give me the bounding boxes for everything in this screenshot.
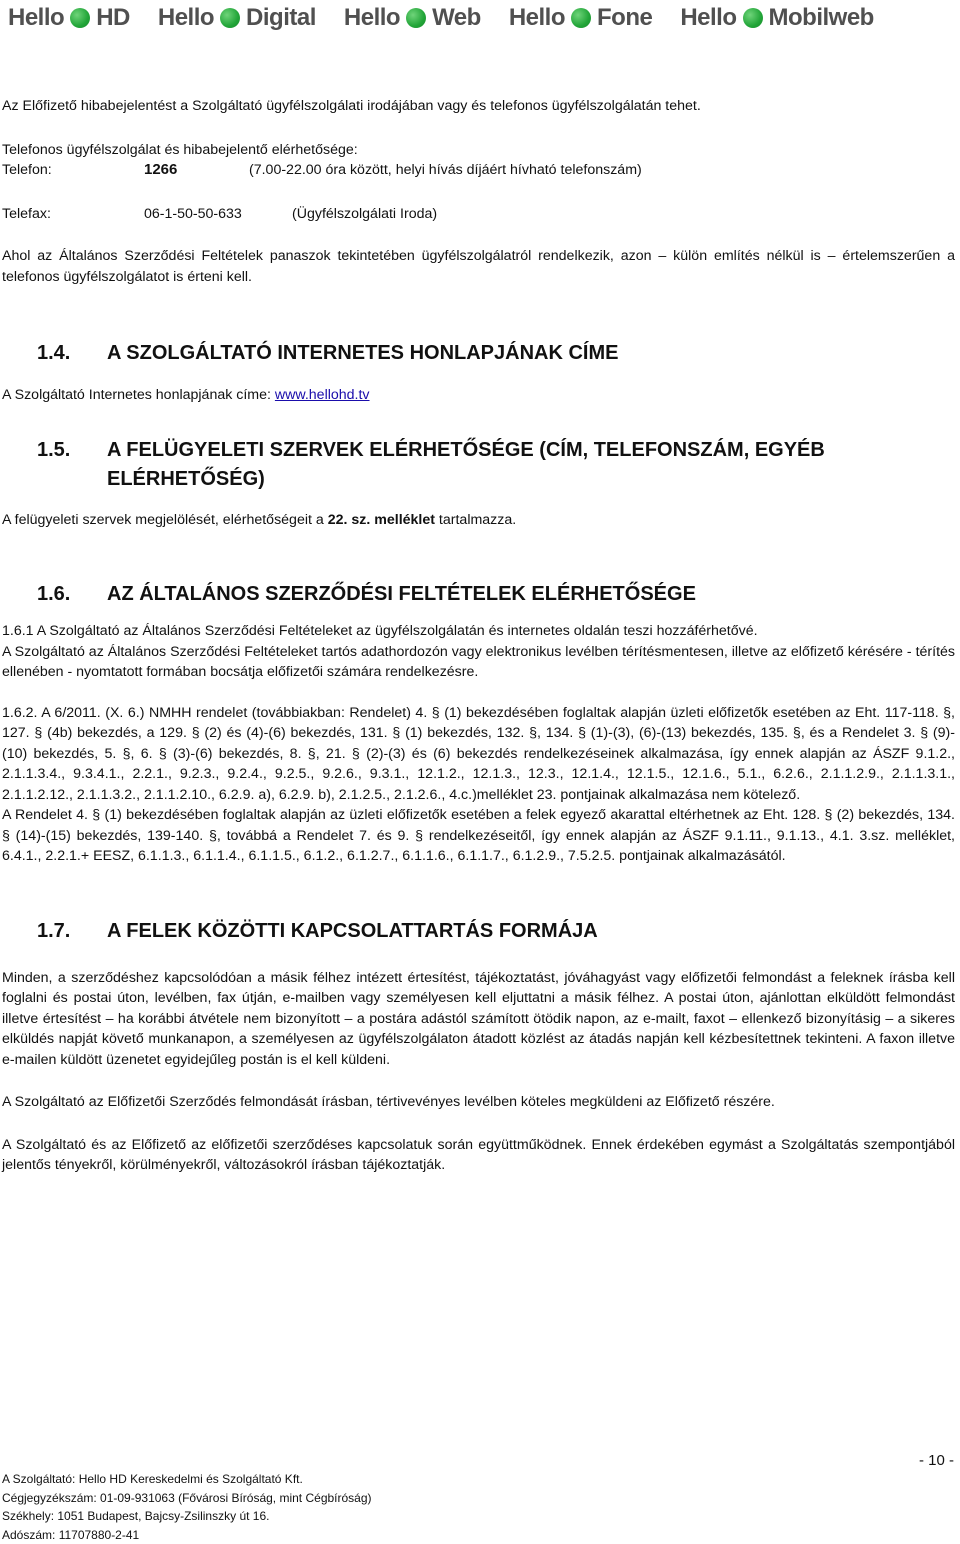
brand-suffix: Mobilweb <box>768 4 874 31</box>
section-heading-1-6 <box>37 580 955 609</box>
brand-name: Hello <box>8 4 65 31</box>
phone-row <box>2 160 955 181</box>
brand-name: Hello <box>680 4 737 31</box>
brand-logo-helloweb <box>344 4 481 32</box>
section-title: A SZOLGÁLTATÓ INTERNETES HONLAPJÁNAK CÍME <box>107 342 619 364</box>
footer <box>2 1470 955 1544</box>
section-title: A FELEK KÖZÖTTI KAPCSOLATTARTÁS FORMÁJA <box>107 919 598 942</box>
section-title: A FELÜGYELETI SZERVEK ELÉRHETŐSÉGE (CÍM, TELEFONSZÁM, EGYÉB ELÉRHETŐSÉG) <box>107 438 825 490</box>
supervisory-paragraph <box>2 510 955 531</box>
aszf-paragraph-3: 1.6.2. A 6/2011. (X. 6.) NMHH rendelet (továbbiakban: Rendelet) 4. § (1) bekezdésében foglaltak alapján üzleti előfizetők esetében az Eht. 117-118. §, 127. § (4b) bekezdés, a 129. § (2) és (4)-(6) bekezdés, 131. § (1) bekezdés, 132. §, 134. § (1)-(3), (6)-(13) bekezdés, 135. §, és a Rendelet 3. § (9)-(10) bekezdés, 5. §, 6. § (3)-(6) bekezdés, 8. §, 21. § (2)-(3) és (6) bekezdés rendelkezéseinek alkalmazása, így ennek alapján az ÁSZF 9.1.2., 2.1.1.3.4., 9.3.4.1., 2.2.1., 9.2.3., 9.2.4., 9.2.5., 9.2.6., 9.3.1., 12.1.2., 12.1.3., 12.3., 12.1.4., 12.1.5., 12.1.6., 5.1., 6.2.6., 2.1.1.2.9., 2.1.1.3.1., 2.1.1.2.12., 2.1.1.3.2., 2.1.1.2.10., 6.2.9. a), 6.2.9. b), 2.1.2.5., 2.1.2.6., 4.c.)melléklet 23. pontjainak alkalmazása nem kötelező. <box>2 704 955 803</box>
footer-company: A Szolgáltató: Hello HD Kereskedelmi és Szolgáltató Kft. <box>2 1472 303 1486</box>
fax-row <box>2 204 955 225</box>
footer-registration: Cégjegyzékszám: 01-09-931063 (Fővárosi Bíróság, mint Cégbíróság) <box>2 1490 372 1505</box>
brand-logo-hellofone <box>509 4 653 32</box>
brand-name: Hello <box>508 4 565 31</box>
brand-bar <box>0 0 960 36</box>
section-number: 1.4. <box>37 342 71 364</box>
page-number: - 10 - <box>918 1452 954 1469</box>
website-paragraph <box>2 385 955 406</box>
complaint-paragraph: Ahol az Általános Szerződési Feltételek panaszok tekintetében ügyfélszolgálatról rendelkezik, azon – külön említés nélkül is – értelemszerűen a telefonos ügyfélszolgálatot is érteni kell. <box>2 248 955 285</box>
intro-paragraph: Az Előfizető hibabejelentést a Szolgáltató ügyfélszolgálati irodájában vagy és telefonos ügyfélszolgálatán tehet. <box>2 98 701 114</box>
section-heading-1-5 <box>37 436 955 494</box>
green-dot-icon <box>743 8 763 28</box>
phone-number: 1266 <box>144 161 178 178</box>
footer-address: Székhely: 1051 Budapest, Bajcsy-Zsilinszky út 16. <box>2 1509 270 1523</box>
fax-note: (Ügyfélszolgálati Iroda) <box>292 205 438 222</box>
section-heading-1-7 <box>37 917 955 946</box>
brand-name: Hello <box>157 4 215 31</box>
brand-logo-hellomobilweb <box>680 4 874 32</box>
fax-label: Telefax: <box>2 205 51 222</box>
brand-suffix: HD <box>96 4 130 31</box>
brand-suffix: Web <box>432 4 481 31</box>
phone-note: (7.00-22.00 óra között, helyi hívás díjáért hívható telefonszám) <box>249 162 642 178</box>
website-link[interactable]: www.hellohd.tv <box>274 387 370 403</box>
fax-number: 06-1-50-50-633 <box>144 205 242 222</box>
section-number: 1.7. <box>37 919 71 942</box>
green-dot-icon <box>406 8 426 28</box>
green-dot-icon <box>220 8 240 28</box>
section-number: 1.6. <box>37 583 71 605</box>
section-heading-1-4 <box>37 339 955 368</box>
phone-heading: Telefonos ügyfélszolgálat és hibabejelentő elérhetősége: <box>2 141 358 158</box>
footer-taxnumber: Adószám: 11707880-2-41 <box>2 1527 140 1542</box>
aszf-paragraph-2: A Szolgáltató az Általános Szerződési Feltételeket tartós adathordozón vagy elektronikus levélben térítésmentesen, illetve az előfizető kérésére - térítés ellenében - nyomtatott formában bocsátja előfizetői számára rendelkezésre. <box>2 643 955 680</box>
section-title: AZ ÁLTALÁNOS SZERZŐDÉSI FELTÉTELEK ELÉRHETŐSÉGE <box>107 583 696 605</box>
supervisory-text-end: tartalmazza. <box>434 511 517 528</box>
brand-suffix: Digital <box>246 4 316 31</box>
green-dot-icon <box>571 8 591 28</box>
brand-logo-hellohd <box>8 4 130 32</box>
aszf-paragraph-4: A Rendelet 4. § (1) bekezdésében foglaltak alapján az üzleti előfizetők esetében a felek egyező akarattal eltérhetnek az Eht. 128. § (2) bekezdés, 134. § (14)-(15) bekezdés, 139-140. §, továbbá a Rendelet 7. és 9. § rendelkezéseitől, így ennek alapján az ÁSZF 9.1.11., 9.1.13., 4.1. 3.sz. melléklet, 6.4.1., 2.2.1.+ EESZ, 6.1.1.3., 6.1.1.4., 6.1.1.5., 6.1.2., 6.1.2.7., 6.1.1.6., 6.1.1.7., 6.1.2.9., 7.5.2.5. pontjainak alkalmazásától. <box>2 807 955 864</box>
supervisory-text: A felügyeleti szervek megjelölését, elérhetőségeit a <box>2 511 328 528</box>
document-body <box>2 96 955 1176</box>
phone-label: Telefon: <box>2 162 52 178</box>
contact-paragraph-2: A Szolgáltató az Előfizetői Szerződés felmondását írásban, tértivevényes levélben köteles megküldeni az Előfizető részére. <box>2 1094 775 1110</box>
brand-name: Hello <box>343 4 401 31</box>
section-number: 1.5. <box>37 438 71 461</box>
annex-reference: 22. sz. melléklet <box>327 511 435 528</box>
website-text: A Szolgáltató Internetes honlapjának címe: <box>2 387 275 403</box>
green-dot-icon <box>70 8 90 28</box>
brand-logo-hellodigital <box>158 4 316 32</box>
contact-paragraph-1: Minden, a szerződéshez kapcsolódóan a másik félhez intézett értesítést, tájékoztatást, jóváhagyást vagy előfizetői felmondást a feleknek írásba kell foglalni és postai úton, levélben, fax útján, e-mailben vagy személyesen kell eljuttatni a másik félhez. A postai úton, ajánlottan elküldött felmondást illetve értesítést – ha korábbi átvétele nem bizonyított – a postára adástól számított ötödik napon, az e-mailt, faxot – ellenkező bizonyításig – a sikeres elküldés napját követő munkanapon, a személyesen az ügyfélszolgálaton átadott közlést az átadás napján kell kézbesítettnek tekinteni. A faxon illetve e-mailen küldött üzenetet egyidejűleg postán is el kell küldeni. <box>2 969 955 1068</box>
aszf-paragraph-1: 1.6.1 A Szolgáltató az Általános Szerződési Feltételeket az ügyfélszolgálatán és internetes oldalán teszi hozzáférhetővé. <box>2 623 758 639</box>
contact-paragraph-3: A Szolgáltató és az Előfizető az előfizetői szerződéses kapcsolatuk során együttműködnek. Ennek érdekében egymást a Szolgáltatás szempontjából jelentős tényekről, körülményekről, változásokról írásban tájékoztatják. <box>2 1136 955 1173</box>
brand-suffix: Fone <box>597 4 653 31</box>
